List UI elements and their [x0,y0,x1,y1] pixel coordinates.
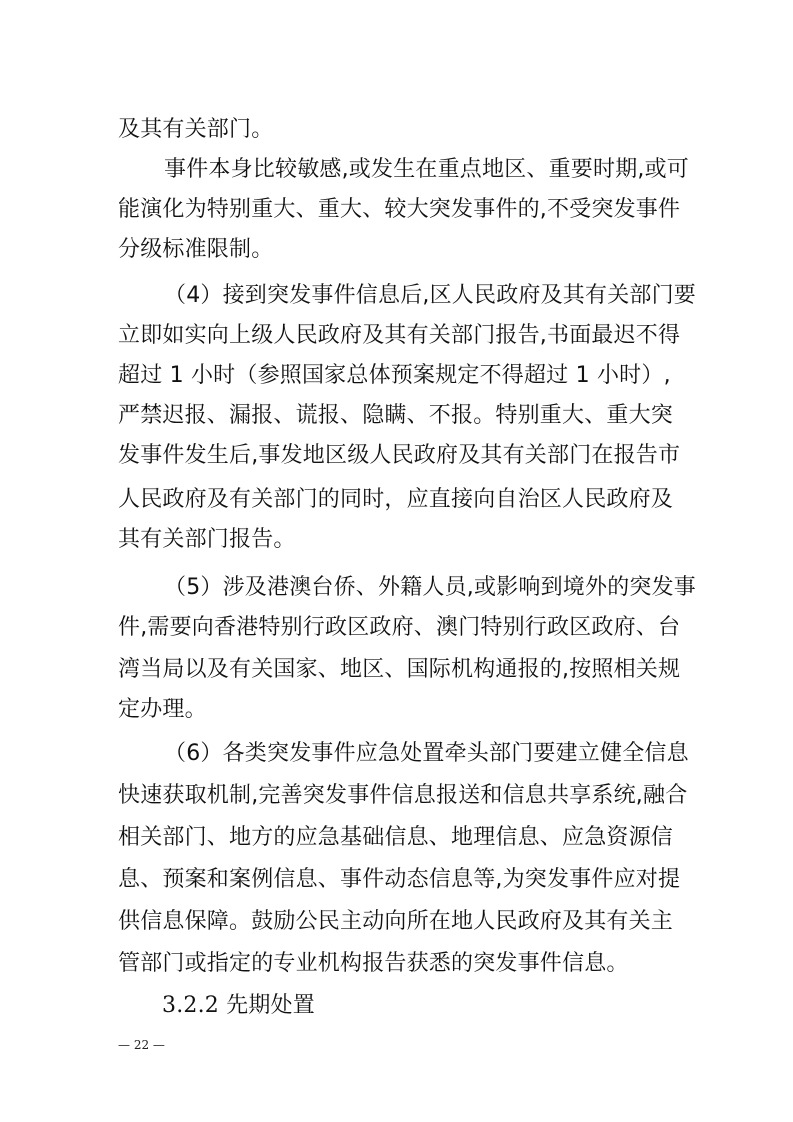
page-number: — 22 — [118,1038,165,1052]
paragraph-line: 严禁迟报、漏报、谎报、隐瞒、不报。特别重大、重大突 [118,403,674,428]
paragraph-line: 及其有关部门。 [118,117,274,142]
paragraph-line: 息、预案和案例信息、事件动态信息等,为突发事件应对提 [118,867,681,892]
paragraph-line: 定办理。 [118,697,207,722]
paragraph-line: 事件本身比较敏感,或发生在重点地区、重要时期,或可 [164,157,689,182]
paragraph-line: 超过 1 小时（参照国家总体预案规定不得超过 1 小时）, [118,363,671,388]
paragraph-line: （4）接到突发事件信息后,区人民政府及其有关部门要 [164,283,696,308]
paragraph-line: 湾当局以及有关国家、地区、国际机构通报的,按照相关规 [118,657,681,682]
section-heading: 3.2.2 先期处置 [162,993,315,1018]
paragraph-line: 人民政府及有关部门的同时，应直接向自治区人民政府及 [118,487,674,512]
paragraph-line: 能演化为特别重大、重大、较大突发事件的,不受突发事件 [118,197,681,222]
paragraph-line: 其有关部门报告。 [118,527,296,552]
paragraph-line: 供信息保障。鼓励公民主动向所在地人民政府及其有关主 [118,909,674,934]
paragraph-line: 发事件发生后,事发地区级人民政府及其有关部门在报告市 [118,443,681,468]
paragraph-line: （5）涉及港澳台侨、外籍人员,或影响到境外的突发事 [164,575,696,600]
paragraph-line: 分级标准限制。 [118,237,274,262]
paragraph-line: 件,需要向香港特别行政区政府、澳门特别行政区政府、台 [118,615,681,640]
paragraph-line: 管部门或指定的专业机构报告获悉的突发事件信息。 [118,951,629,976]
paragraph-line: 相关部门、地方的应急基础信息、地理信息、应急资源信 [118,825,674,850]
paragraph-line: （6）各类突发事件应急处置牵头部门要建立健全信息 [164,741,689,766]
paragraph-line: 快速获取机制,完善突发事件信息报送和信息共享系统,融合 [118,783,688,808]
paragraph-line: 立即如实向上级人民政府及其有关部门报告,书面最迟不得 [118,323,681,348]
